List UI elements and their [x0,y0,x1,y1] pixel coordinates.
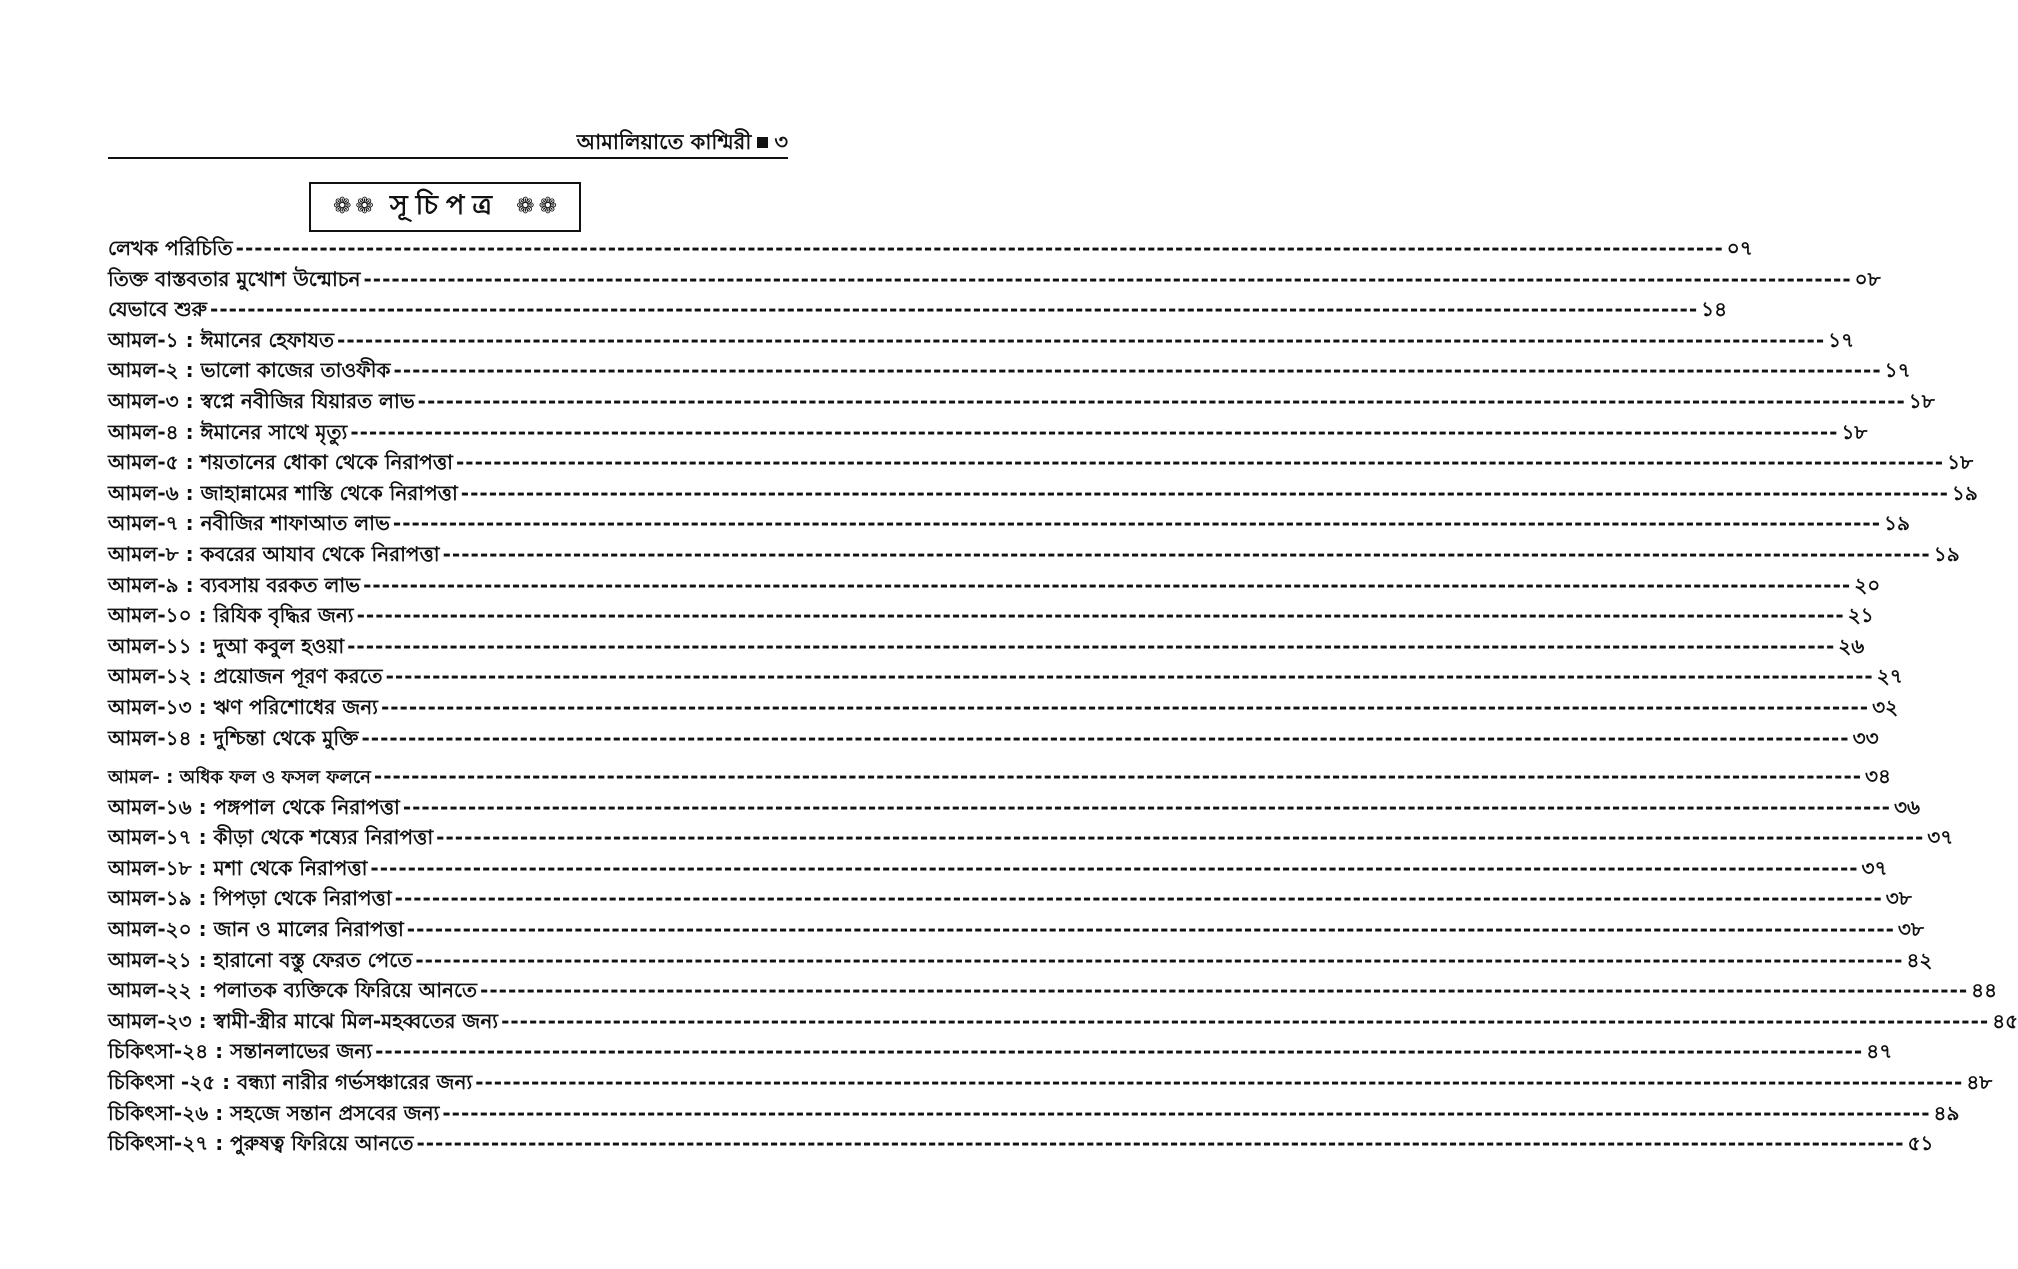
toc-entry [108,1006,2018,1037]
toc-entry-label: আমল-১৩ : ঋণ পরিশোধের জন্য [108,694,378,719]
toc-entry [108,417,1868,448]
toc-entry-label: আমল-২০ : জান ও মালের নিরাপত্তা [108,917,404,942]
toc-leader-dashes: ---------------------------------------------------------------------------------------------------------------------------------------------------------------- [455,450,1945,475]
page-number: ৩ [774,130,788,154]
toc-entry-page: ১৪ [1701,297,1728,322]
toc-entry-label: আমল- : অধিক ফল ও ফসল ফলনে [108,767,371,789]
toc-entry-label: আমল-১১ : দুআ কবুল হওয়া [108,633,345,658]
book-title: আমালিয়াতে কাশ্মিরী [576,130,752,154]
toc-entry-label: আমল-৪ : ঈমানের সাথে মৃত্যু [108,419,348,444]
toc-leader-dashes: ---------------------------------------------------------------------------------------------------------------------------------------------------------------- [361,725,1850,750]
toc-entry-page: ৩৮ [1897,917,1924,942]
toc-entry-page: ২৬ [1838,633,1865,658]
toc-entry [108,539,1960,570]
toc-entry-label: আমল-১ : ঈমানের হেফাযত [108,327,335,352]
toc-entry-page: ৩৬ [1893,794,1920,819]
toc-entry-label: আমল-৬ : জাহান্নামের শাস্তি থেকে নিরাপত্তা [108,480,458,505]
toc-entry-label: আমল-১৯ : পিপড়া থেকে নিরাপত্তা [108,886,392,911]
toc-entry [108,822,1954,853]
toc-entry-label: আমল-১৮ : মশা থেকে নিরাপত্তা [108,855,368,880]
toc-leader-dashes: ---------------------------------------------------------------------------------------------------------------------------------------------------------------- [350,419,1839,444]
toc-leader-dashes: ---------------------------------------------------------------------------------------------------------------------------------------------------------------- [235,236,1724,260]
toc-entry-page: ৪৮ [1966,1070,1993,1095]
toc-entry [108,386,1935,417]
toc-leader-dashes: ---------------------------------------------------------------------------------------------------------------------------------------------------------------- [356,603,1845,628]
toc-entry [108,600,1874,631]
toc-leader-dashes: ---------------------------------------------------------------------------------------------------------------------------------------------------------------- [436,825,1925,850]
toc-leader-dashes: ---------------------------------------------------------------------------------------------------------------------------------------------------------------- [460,480,1949,505]
toc-entry-label: লেখক পরিচিতি [108,236,233,260]
toc-entry-label: আমল-১৪ : দুশ্চিন্তা থেকে মুক্তি [108,725,359,750]
toc-entry-page: ১৮ [1841,419,1868,444]
toc-entry-page: ০৮ [1854,266,1881,291]
running-header [577,126,788,161]
toc-entry [108,761,1892,792]
toc-entry-page: ৪৪ [1971,978,1998,1003]
square-bullet-icon [757,137,768,148]
toc-entry-label: চিকিৎসা-২৪ : সন্তানলাভের জন্য [108,1039,373,1064]
toc-entry-page: ৩২ [1872,694,1899,719]
toc-entry-label: আমল-১৬ : পঙ্গপাল থেকে নিরাপত্তা [108,794,400,819]
toc-entry-label: আমল-২৩ : স্বামী-স্ত্রীর মাঝে মিল-মহব্বতের জন্য [108,1008,499,1033]
toc-leader-dashes: ---------------------------------------------------------------------------------------------------------------------------------------------------------------- [415,947,1904,972]
toc-entry-label: আমল-৩ : স্বপ্নে নবীজির যিয়ারত লাভ [108,388,415,413]
toc-leader-dashes: ---------------------------------------------------------------------------------------------------------------------------------------------------------------- [416,1131,1905,1156]
flower-ornament-icon: ❁ [516,194,535,219]
flower-ornament-icon: ❁ [355,194,374,219]
toc-entry-page: ৪৯ [1933,1100,1960,1125]
toc-entry-label: চিকিৎসা-২৬ : সহজে সন্তান প্রসবের জন্য [108,1100,440,1125]
toc-leader-dashes: ---------------------------------------------------------------------------------------------------------------------------------------------------------------- [417,388,1906,413]
toc-entry-page: ১৭ [1828,327,1855,352]
toc-entry [108,233,1753,264]
toc-leader-dashes: ---------------------------------------------------------------------------------------------------------------------------------------------------------------- [392,511,1882,536]
toc-entry-label: চিকিৎসা-২৭ : পুরুষত্ব ফিরিয়ে আনতে [108,1131,414,1156]
toc-entry-label: আমল-২১ : হারানো বস্তু ফেরত পেতে [108,947,413,972]
toc-entry-page: ৩৮ [1885,886,1912,911]
toc-entry [108,792,1920,823]
toc-entry [108,570,1881,601]
flower-ornament-icon: ❁ [332,194,352,219]
toc-entry-label: আমল-৫ : শয়তানের ধোকা থেকে নিরাপত্তা [108,450,453,475]
toc-leader-dashes: ---------------------------------------------------------------------------------------------------------------------------------------------------------------- [501,1008,1990,1033]
toc-leader-dashes: ---------------------------------------------------------------------------------------------------------------------------------------------------------------- [375,1039,1864,1064]
toc-leader-dashes: ---------------------------------------------------------------------------------------------------------------------------------------------------------------- [370,855,1859,880]
toc-leader-dashes: ---------------------------------------------------------------------------------------------------------------------------------------------------------------- [385,664,1874,689]
toc-entry [108,883,1912,914]
toc-entry-page: ৫১ [1907,1131,1934,1156]
toc-leader-dashes: ---------------------------------------------------------------------------------------------------------------------------------------------------------------- [210,297,1699,322]
toc-entry [108,661,1903,692]
toc-entry-page: ১৮ [1947,450,1974,475]
toc-leader-dashes: ---------------------------------------------------------------------------------------------------------------------------------------------------------------- [394,886,1883,911]
toc-entry-page: ৪৫ [1992,1008,2018,1033]
toc-entry-page: ৪৭ [1866,1039,1893,1064]
toc-title-box [309,182,581,232]
toc-entry-page: ১৭ [1884,358,1911,383]
toc-leader-dashes: ---------------------------------------------------------------------------------------------------------------------------------------------------------------- [373,764,1863,789]
toc-entry-label: আমল-২২ : পলাতক ব্যক্তিকে ফিরিয়ে আনতে [108,978,478,1003]
header-rule [108,157,788,159]
toc-entry-label: আমল-১০ : রিযিক বৃদ্ধির জন্য [108,603,354,628]
toc-entry [108,1036,1893,1067]
toc-entry [108,975,1998,1006]
toc-entry-page: ৪২ [1906,947,1933,972]
toc-entry-page: ২৭ [1876,664,1903,689]
toc-entry [108,1128,1934,1159]
toc-entry [108,723,1879,754]
toc-entry [108,1067,1993,1098]
toc-entry [108,264,1881,295]
toc-leader-dashes: ---------------------------------------------------------------------------------------------------------------------------------------------------------------- [442,541,1931,566]
toc-entry [108,945,1933,976]
toc-leader-dashes: ---------------------------------------------------------------------------------------------------------------------------------------------------------------- [380,694,1870,719]
toc-entry [108,294,1728,325]
toc-leader-dashes: ---------------------------------------------------------------------------------------------------------------------------------------------------------------- [480,978,1969,1003]
toc-entry-label: আমল-১২ : প্রয়োজন পূরণ করতে [108,664,383,689]
toc-entry-page: ৩৭ [1861,855,1888,880]
toc-entry-page: ২১ [1847,603,1874,628]
toc-leader-dashes: ---------------------------------------------------------------------------------------------------------------------------------------------------------------- [406,917,1895,942]
toc-entry-page: ২০ [1854,572,1881,597]
toc-entry [108,325,1855,356]
toc-entry-label: যেভাবে শুরু [108,297,208,322]
toc-entry [108,355,1911,386]
toc-leader-dashes: ---------------------------------------------------------------------------------------------------------------------------------------------------------------- [363,266,1852,291]
toc-entry [108,478,1978,509]
toc-entry [108,508,1910,539]
toc-entry-label: আমল-৮ : কবরের আযাব থেকে নিরাপত্তা [108,541,440,566]
toc-entry [108,914,1924,945]
toc-entry [108,447,1974,478]
toc-entry-page: ০৭ [1726,236,1753,260]
toc-entry-page: ১৮ [1908,388,1935,413]
toc-entry-label: আমল-১৭ : কীড়া থেকে শষ্যের নিরাপত্তা [108,825,434,850]
toc-entry-page: ১৯ [1933,541,1960,566]
toc-leader-dashes: ---------------------------------------------------------------------------------------------------------------------------------------------------------------- [337,327,1826,352]
flower-ornament-icon: ❁ [538,194,558,219]
toc-leader-dashes: ---------------------------------------------------------------------------------------------------------------------------------------------------------------- [393,358,1882,383]
toc-entry [108,1098,1960,1129]
toc-leader-dashes: ---------------------------------------------------------------------------------------------------------------------------------------------------------------- [475,1070,1964,1095]
toc-leader-dashes: ---------------------------------------------------------------------------------------------------------------------------------------------------------------- [363,572,1852,597]
toc-leader-dashes: ---------------------------------------------------------------------------------------------------------------------------------------------------------------- [442,1100,1931,1125]
toc-leader-dashes: ---------------------------------------------------------------------------------------------------------------------------------------------------------------- [347,633,1836,658]
toc-entry [108,853,1888,884]
toc-entry-label: আমল-৭ : নবীজির শাফাআত লাভ [108,511,390,536]
toc-title: সূচিপত্র [389,189,501,221]
toc-entry [108,692,1899,723]
toc-entry-label: চিকিৎসা -২৫ : বন্ধ্যা নারীর গর্ভসঞ্চারের জন্য [108,1070,473,1095]
toc-entry-label: আমল-২ : ভালো কাজের তাওফীক [108,358,391,383]
toc-entry-page: ৩৪ [1865,764,1892,789]
toc-entry-page: ১৯ [1884,511,1910,536]
toc-entry-label: তিক্ত বাস্তবতার মুখোশ উন্মোচন [108,266,361,291]
toc-entry-page: ৩৭ [1927,825,1954,850]
toc-entry-label: আমল-৯ : ব্যবসায় বরকত লাভ [108,572,361,597]
toc-entry-page: ১৯ [1951,480,1978,505]
toc-entry-page: ৩৩ [1852,725,1879,750]
toc-leader-dashes: ---------------------------------------------------------------------------------------------------------------------------------------------------------------- [402,794,1891,819]
toc-entry [108,631,1865,662]
table-of-contents [108,233,2018,1159]
